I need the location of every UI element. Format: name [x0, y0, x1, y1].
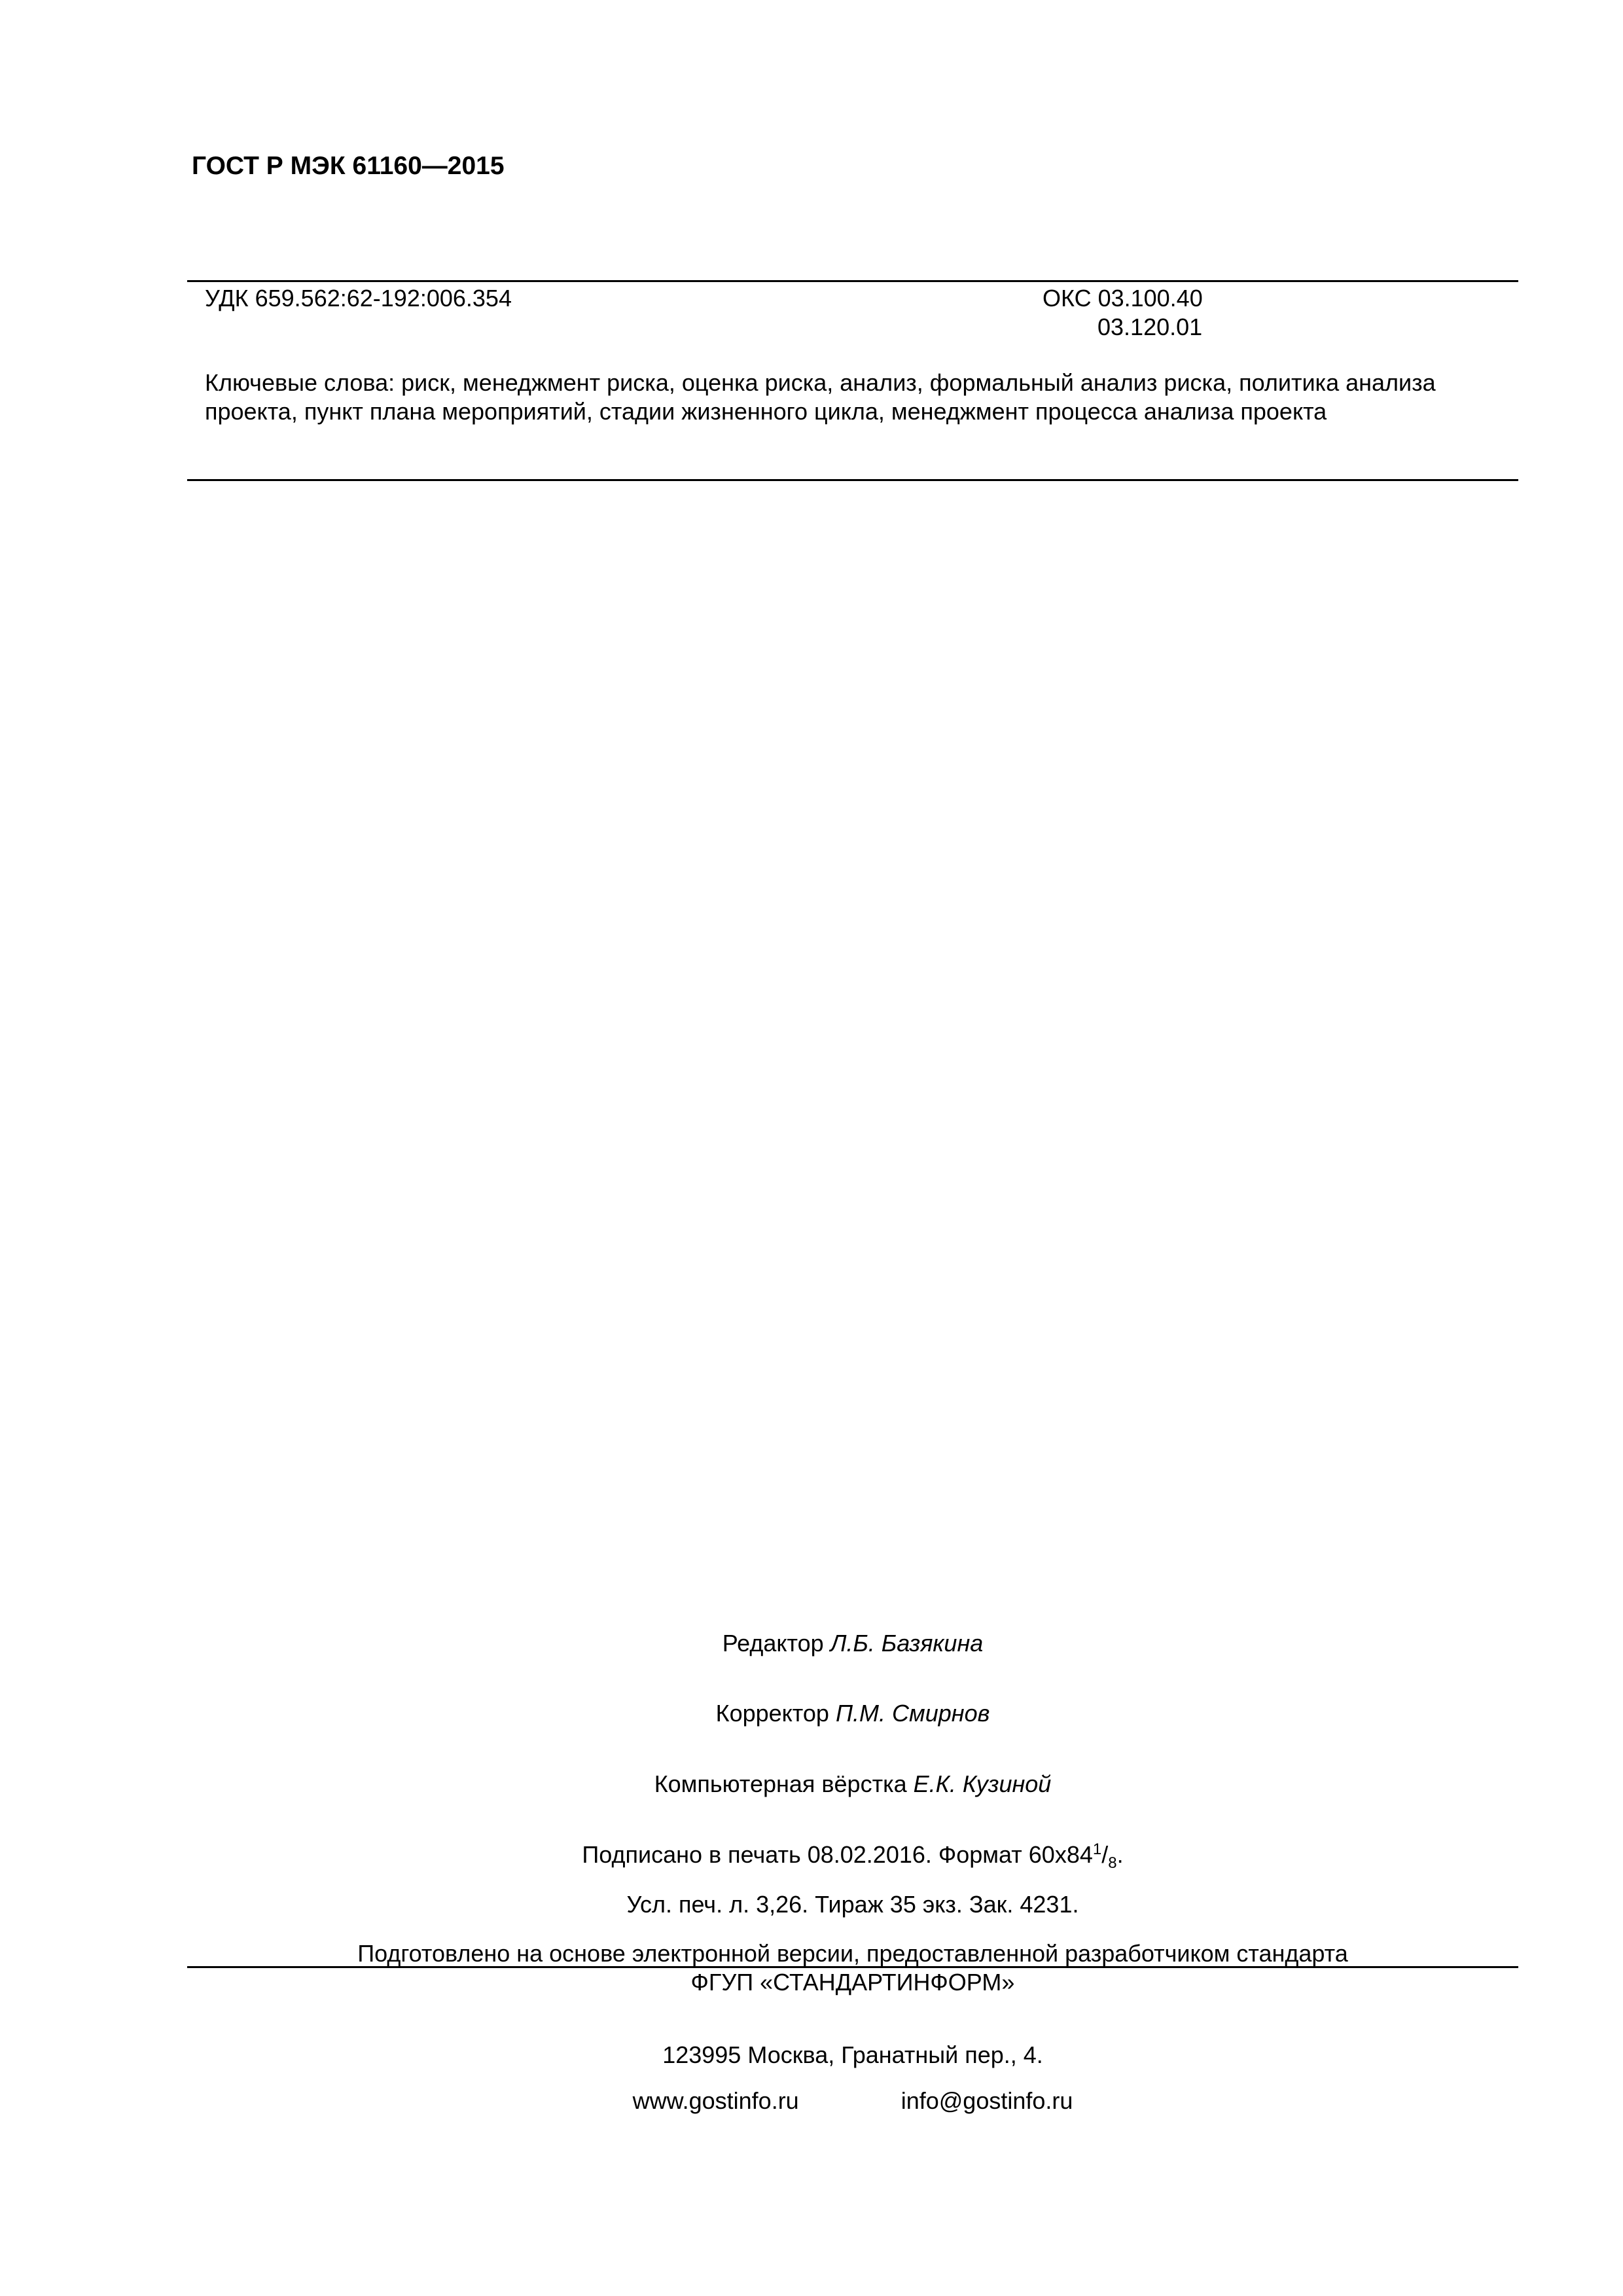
email-link[interactable]: info@gostinfo.ru [901, 2087, 1073, 2114]
publisher-address: 123995 Москва, Гранатный пер., 4. [662, 2041, 1043, 2068]
layout-name: Е.К. Кузиной [913, 1770, 1052, 1797]
print-sheets-info: Усл. печ. л. 3,26. Тираж 35 экз. Зак. 4231. [626, 1891, 1079, 1918]
editor-label: Редактор [722, 1630, 824, 1657]
oks-code-secondary: 03.120.01 [1097, 314, 1203, 340]
website-link[interactable]: www.gostinfo.ru [632, 2087, 799, 2114]
publisher-contacts [187, 2087, 1518, 2115]
editor-name: Л.Б. Базякина [830, 1630, 984, 1657]
layout-label: Компьютерная вёрстка [654, 1770, 907, 1797]
corrector-label: Корректор [715, 1700, 829, 1727]
format-end: . [1116, 1841, 1124, 1868]
udk-code: УДК 659.562:62-192:006.354 [205, 285, 512, 312]
oks-code-primary: ОКС 03.100.40 [1043, 285, 1203, 312]
standard-number: ГОСТ Р МЭК 61160—2015 [192, 152, 505, 180]
signed-for-print: Подписано в печать 08.02.2016. Формат $60x84^1/_8$. [582, 1840, 1124, 1873]
keywords-paragraph: Ключевые слова: риск, менеджмент риска, оценка риска, анализ, формальный анализ риска, политика анализа проекта, пункт плана мероприятий, стадии жизненного цикла, менеджмент процесса анализа проекта [205, 369, 1436, 425]
corrector-name: П.М. Смирнов [835, 1700, 990, 1727]
corrector-credit [187, 1699, 1518, 1728]
layout-credit [187, 1770, 1518, 1799]
publisher-name: ФГУП «СТАНДАРТИНФОРМ» [690, 1969, 1015, 1996]
editor-credit [187, 1629, 1518, 1658]
signed-prefix: Подписано в печать 08.02.2016. Формат 60x84 [582, 1841, 1093, 1868]
format-denominator: 8 [1108, 1854, 1117, 1873]
format-numerator: 1 [1092, 1840, 1102, 1858]
keywords-divider [187, 479, 1518, 481]
prepared-note: Подготовлено на основе электронной версии, предоставленной разработчиком стандарта [357, 1940, 1348, 1967]
top-divider [187, 280, 1518, 282]
